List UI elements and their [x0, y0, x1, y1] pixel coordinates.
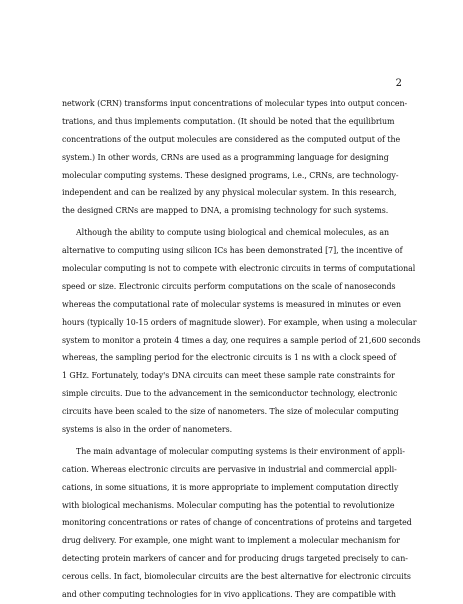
paragraph-line: drug delivery. For example, one might want to implement a molecular mechanism for: [62, 536, 400, 546]
paragraph-line: network (CRN) transforms input concentrations of molecular types into output concen-: [62, 99, 408, 108]
page-number: 2: [395, 78, 402, 89]
paragraph-line: The main advantage of molecular computing systems is their environment of appli-: [76, 446, 405, 456]
paragraph-line: speed or size. Electronic circuits perform computations on the scale of nanoseconds: [62, 281, 396, 291]
paragraph-line: cations, in some situations, it is more appropriate to implement computation directly: [62, 482, 399, 492]
paragraph: [62, 443, 412, 604]
paragraph-line: and other computing technologies for in vivo applications. They are compatible with: [62, 590, 396, 600]
paragraph-line: monitoring concentrations or rates of change of concentrations of proteins and targeted: [62, 518, 412, 528]
paragraph-line: trations, and thus implements computation. (It should be noted that the equilibrium: [62, 116, 395, 126]
paragraph-line: molecular computing systems. These designed programs, i.e., CRNs, are technology-: [62, 170, 399, 180]
paragraph: [62, 95, 408, 220]
paragraph-line: simple circuits. Due to the advancement in the semiconductor technology, electronic: [62, 389, 398, 399]
paragraph-line: with biological mechanisms. Molecular computing has the potential to revolutionize: [62, 500, 395, 510]
paragraph-line: Although the ability to compute using biological and chemical molecules, as an: [76, 228, 390, 238]
paragraph-line: system.) In other words, CRNs are used as a programming language for designing: [62, 152, 389, 162]
paragraph-line: system to monitor a protein 4 times a day, one requires a sample period of 21,600 seconds: [62, 335, 421, 345]
paragraph-line: whereas, the sampling period for the electronic circuits is 1 ns with a clock speed of: [62, 353, 397, 363]
paragraph-line: hours (typically 10-15 orders of magnitude slower). For example, when using a molecular: [62, 317, 417, 327]
paragraph-line: concentrations of the output molecules are considered as the computed output of the: [62, 134, 401, 144]
paragraph-line: cerous cells. In fact, biomolecular circuits are the best alternative for electronic circuits: [62, 572, 411, 582]
paragraph-line: molecular computing is not to compete with electronic circuits in terms of computational: [62, 264, 416, 274]
paragraph-line: detecting protein markers of cancer and for producing drugs targeted precisely to can-: [62, 554, 408, 564]
paragraph-line: systems is also in the order of nanometers.: [62, 425, 233, 435]
paragraph-line: alternative to computing using silicon ICs has been demonstrated [7], the incentive of: [62, 246, 403, 256]
paragraph-line: circuits have been scaled to the size of nanometers. The size of molecular computing: [62, 407, 399, 417]
paragraph-line: independent and can be realized by any physical molecular system. In this research,: [62, 188, 397, 198]
paragraph-line: whereas the computational rate of molecular systems is measured in minutes or even: [62, 299, 402, 309]
body-text: [62, 95, 421, 604]
paragraph-line: cation. Whereas electronic circuits are pervasive in industrial and commercial appli-: [62, 464, 397, 474]
paragraph-line: 1 GHz. Fortunately, today's DNA circuits can meet these sample rate constraints for: [62, 371, 395, 381]
paragraph-line: the designed CRNs are mapped to DNA, a promising technology for such systems.: [62, 206, 389, 216]
paragraph: [62, 224, 421, 439]
